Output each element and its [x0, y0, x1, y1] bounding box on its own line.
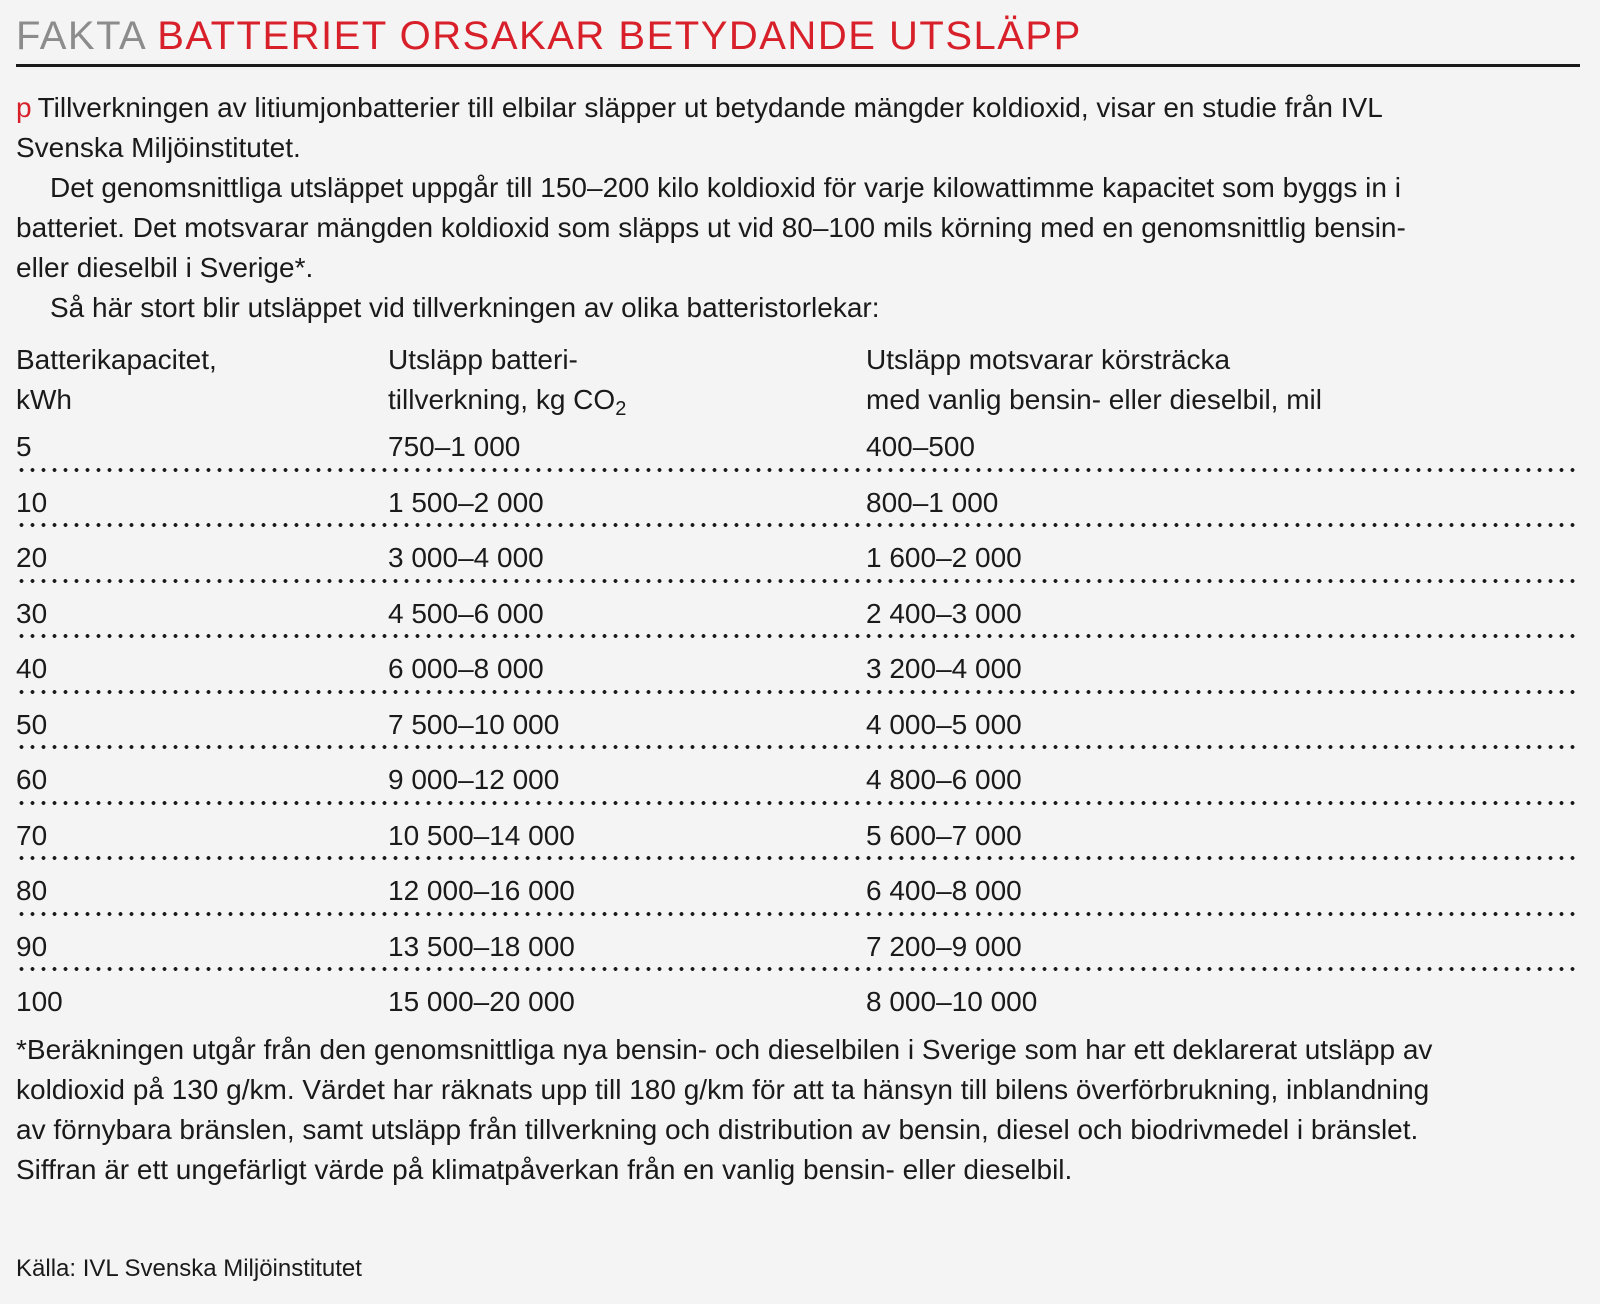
- cell-emission: 4 500–6 000: [388, 597, 544, 629]
- cell-emission: 6 000–8 000: [388, 653, 544, 684]
- cell-emission: 10 500–14 000: [388, 819, 575, 851]
- table-row: [16, 482, 1580, 538]
- emissions-table: [16, 340, 1580, 1037]
- table-row: [16, 704, 1580, 760]
- intro-paragraph-2: Det genomsnittliga utsläppet uppgår till 150–200 kilo koldioxid för varje kilowattimme kapacitet som byggs in i batteriet. Det motsvarar mängden koldioxid som släpps ut vid 80–100 mils körning med en genomsnittlig bensin- eller dieselbil i Sverige*.: [16, 172, 1406, 283]
- fact-box-header: [16, 10, 1580, 62]
- co2-subscript: 2: [615, 398, 627, 420]
- table-row: [16, 759, 1580, 815]
- cell-capacity: 50: [16, 708, 48, 740]
- intro-text: [16, 88, 1416, 328]
- cell-emission: 15 000–20 000: [388, 986, 575, 1017]
- cell-emission: 7 500–10 000: [388, 708, 560, 740]
- table-row: [16, 815, 1580, 871]
- cell-emission: 750–1 000: [388, 431, 521, 462]
- header-distance-line2: med vanlig bensin- eller dieselbil, mil: [866, 384, 1322, 415]
- cell-capacity: 5: [16, 431, 32, 462]
- cell-emission: 12 000–16 000: [388, 875, 575, 906]
- cell-distance: 5 600–7 000: [866, 819, 1022, 851]
- cell-distance: 4 000–5 000: [866, 708, 1022, 740]
- cell-distance: 1 600–2 000: [866, 542, 1022, 573]
- table-row: [16, 870, 1580, 926]
- cell-capacity: 100: [16, 986, 63, 1017]
- cell-capacity: 30: [16, 597, 48, 629]
- cell-distance: 4 800–6 000: [866, 764, 1022, 795]
- cell-emission: 3 000–4 000: [388, 542, 544, 573]
- header-emission-line2-text: tillverkning, kg CO: [388, 384, 616, 415]
- table-row: [16, 648, 1580, 704]
- header-emission-line2: [388, 380, 626, 429]
- cell-distance: 6 400–8 000: [866, 875, 1022, 906]
- fakta-label: FAKTA: [16, 14, 148, 58]
- cell-emission: 9 000–12 000: [388, 764, 560, 795]
- table-row: [16, 926, 1580, 982]
- cell-capacity: 60: [16, 764, 48, 795]
- cell-distance: 8 000–10 000: [866, 986, 1038, 1017]
- header-distance-line1: Utsläpp motsvarar körsträcka: [866, 344, 1231, 375]
- source-credit: Källa: IVL Svenska Miljöinstitutet: [16, 1255, 362, 1282]
- header-capacity-line1: Batterikapacitet,: [16, 344, 217, 375]
- header-rule: [16, 64, 1580, 67]
- cell-distance: 7 200–9 000: [866, 930, 1022, 962]
- table-row: [16, 593, 1580, 649]
- footnote: *Beräkningen utgår från den genomsnittliga nya bensin- och dieselbilen i Sverige som har ett deklarerat utsläpp av koldioxid på 130 g/km. Värdet har räknats upp till 180 g/km för att ta hänsyn till bilens överförbrukning, inblandning av förnybara bränslen, samt utsläpp från tillverkning och distribution av bensin, diesel och biodrivmedel i bränslet. Siffran är ett ungefärligt värde på klimatpåverkan från en vanlig bensin- eller dieselbil.: [16, 1034, 1433, 1185]
- cell-capacity: 90: [16, 930, 48, 962]
- cell-capacity: 40: [16, 653, 48, 684]
- table-row: [16, 537, 1580, 593]
- table-header: [16, 340, 1580, 426]
- intro-paragraph-1-text: Tillverkningen av litiumjonbatterier till elbilar släpper ut betydande mängder koldioxid, visar en studie från IVL Svenska Miljöinstitutet.: [16, 92, 1382, 163]
- header-emission: [388, 340, 626, 429]
- cell-distance: 2 400–3 000: [866, 597, 1022, 629]
- table-row: [16, 426, 1580, 482]
- cell-distance: 800–1 000: [866, 486, 999, 518]
- header-capacity: [16, 340, 217, 420]
- intro-paragraph-3: Så här stort blir utsläppet vid tillverkningen av olika batteristorlekar:: [50, 292, 880, 323]
- header-capacity-line2: kWh: [16, 384, 72, 415]
- cell-capacity: 80: [16, 875, 48, 906]
- intro-paragraph-1: [16, 88, 1416, 168]
- header-distance: [866, 340, 1322, 420]
- dropcap-marker: p: [16, 92, 32, 123]
- cell-capacity: 70: [16, 819, 48, 851]
- cell-emission: 13 500–18 000: [388, 930, 575, 962]
- fact-box-title: BATTERIET ORSAKAR BETYDANDE UTSLÄPP: [157, 14, 1082, 58]
- cell-capacity: 20: [16, 542, 48, 573]
- cell-distance: 400–500: [866, 431, 976, 462]
- header-emission-line1: Utsläpp batteri-: [388, 344, 578, 375]
- cell-capacity: 10: [16, 486, 48, 518]
- table-row: [16, 981, 1580, 1037]
- cell-emission: 1 500–2 000: [388, 486, 544, 518]
- cell-distance: 3 200–4 000: [866, 653, 1022, 684]
